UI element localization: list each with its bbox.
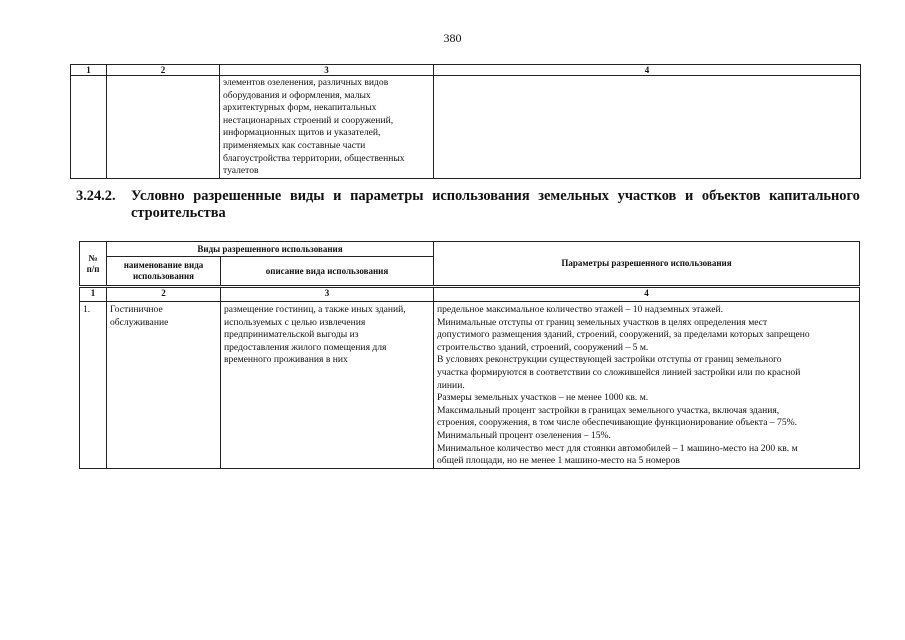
text-line: Минимальное количество мест для стоянки автомобилей – 1 машино-место на 200 кв. м [437, 442, 798, 454]
section-number: 3.24.2. [76, 188, 116, 204]
text-line: применяемых как составные части [223, 139, 366, 151]
section-title-line [131, 188, 860, 205]
text-line: В условиях реконструкции существующей застройки отступы от границ земельного [437, 354, 782, 366]
col-header-number: № п/п [80, 242, 107, 286]
use-description-cell [220, 76, 434, 179]
title-word: капитального [769, 188, 860, 204]
col-number: 3 [220, 65, 434, 76]
col-number: 1 [71, 65, 107, 76]
col-number: 4 [434, 65, 861, 76]
text-line: Минимальный процент озеленения – 15%. [437, 429, 611, 441]
text-line: предоставления жилого помещения для [224, 341, 387, 353]
use-name-cell [107, 302, 221, 469]
text-line: линии. [437, 379, 465, 391]
text-line: элементов озеленения, различных видов [223, 77, 389, 88]
section-title-line: строительства [131, 205, 226, 221]
table-header-numbers [71, 65, 861, 76]
col-number: 2 [107, 288, 221, 302]
main-table [79, 287, 860, 469]
text-line: Минимальные отступы от границ земельных участков в целях определения мест [437, 316, 768, 328]
row-number: 1. [80, 302, 107, 469]
text-line: архитектурных форм, некапитальных [223, 102, 377, 114]
title-word: разрешенные [193, 188, 282, 204]
col-header-description: описание вида использования [221, 257, 434, 286]
title-word: Условно [131, 188, 185, 204]
table-row [80, 302, 860, 469]
title-word: участков [617, 188, 677, 204]
col-number: 4 [434, 288, 860, 302]
col-header-name: наименование вида использования [107, 257, 221, 286]
title-word: виды [289, 188, 325, 204]
text-line: участка формируются в соответствии со сложившейся линией застройки или по красной [437, 366, 801, 378]
table-header-numbers [80, 288, 860, 302]
text-line: туалетов [223, 165, 259, 177]
page-number: 380 [443, 31, 462, 45]
use-description-cell [221, 302, 434, 469]
table-cell [71, 76, 107, 179]
continued-table [70, 64, 861, 179]
text-line: строения, сооружения, в том числе обеспечивающие функционирование объекта – 75%. [437, 417, 798, 429]
table-row [71, 76, 861, 179]
col-number: 2 [107, 65, 220, 76]
text-line: общей площади, но не менее 1 машино-место на 5 номеров [437, 455, 680, 467]
title-word: параметры [350, 188, 424, 204]
text-line: оборудования и оформления, малых [223, 89, 371, 101]
table-cell [107, 76, 220, 179]
text-line: Гостиничное [110, 304, 163, 315]
col-header-group: Виды разрешенного использования [107, 242, 434, 257]
text-line: предпринимательской выгоды из [224, 329, 359, 341]
text-line: временного проживания в них [224, 354, 348, 366]
title-word: использования [432, 188, 530, 204]
text-line: предельное максимальное количество этажей – 10 надземных этажей. [437, 304, 723, 315]
title-word: и [333, 188, 342, 204]
text-line: используемых с целью извлечения [224, 316, 366, 328]
col-header-params: Параметры разрешенного использования [434, 242, 860, 286]
title-word: земельных [538, 188, 610, 204]
text-line: обслуживание [110, 316, 169, 328]
title-word: объектов [701, 188, 761, 204]
text-line: нестационарных строений и сооружений, [223, 114, 394, 126]
text-line: информационных щитов и указателей, [223, 127, 381, 139]
text-line: Размеры земельных участков – не менее 1000 кв. м. [437, 392, 649, 404]
col-number: 3 [221, 288, 434, 302]
col-number: 1 [80, 288, 107, 302]
table-cell [434, 76, 861, 179]
text-line: размещение гостиниц, а также иных зданий, [224, 304, 406, 315]
text-line: допустимого размещения зданий, строений, сооружений, за пределами которых запрещено [437, 329, 810, 341]
text-line: Максимальный процент застройки в границах земельного участка, включая здания, [437, 404, 780, 416]
text-line: строительство зданий, строений, сооружений – 5 м. [437, 341, 649, 353]
text-line: благоустройства территории, общественных [223, 152, 405, 164]
main-table-header [79, 241, 860, 286]
title-word: и [684, 188, 694, 204]
use-parameters-cell [434, 302, 860, 469]
